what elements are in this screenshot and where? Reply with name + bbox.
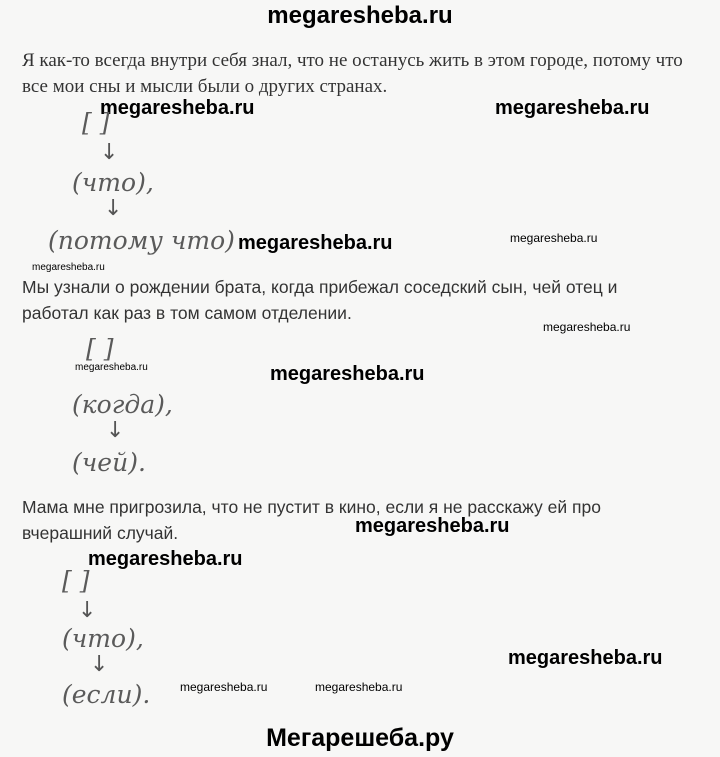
scheme-3-clause-1: (что), [62, 624, 144, 653]
sentence-1: Я как-то всегда внутри себя знал, что не останусь жить в этом городе, потому что все мои сны и мысли были о других странах. [22, 50, 683, 97]
watermark-3: megaresheba.ru [238, 232, 393, 254]
site-watermark-header: megaresheba.ru [267, 2, 453, 29]
watermark-1: megaresheba.ru [100, 97, 255, 119]
scheme-1-clause-2: (потому что) [48, 226, 235, 255]
arrow-down-icon: ↓ [100, 140, 119, 165]
arrow-down-icon: ↓ [78, 598, 97, 623]
watermark-7: megaresheba.ru [75, 362, 148, 373]
watermark-8: megaresheba.ru [270, 363, 425, 385]
arrow-down-icon: ↓ [106, 418, 125, 443]
watermark-6: megaresheba.ru [543, 320, 631, 334]
watermark-12: megaresheba.ru [180, 680, 268, 694]
scheme-1-main-clause: [ ] [82, 108, 110, 137]
watermark-4: megaresheba.ru [510, 231, 598, 245]
scheme-2-clause-2: (чей). [72, 448, 146, 477]
arrow-down-icon: ↓ [90, 652, 109, 677]
watermark-11: megaresheba.ru [508, 647, 663, 669]
watermark-2: megaresheba.ru [495, 97, 650, 119]
scheme-1-clause-1: (что), [72, 168, 154, 197]
watermark-10: megaresheba.ru [88, 548, 243, 570]
scheme-2-clause-1: (когда), [72, 390, 173, 419]
sentence-3: Мама мне пригрозила, что не пустит в кино, если я не расскажу ей про вчерашний случай. [22, 497, 601, 543]
watermark-5: megaresheba.ru [32, 262, 105, 273]
scheme-3-main-clause: [ ] [62, 566, 90, 595]
scheme-2-main-clause: [ ] [86, 334, 114, 363]
site-watermark-footer: Мегарешеба.ру [266, 724, 454, 752]
sentence-2: Мы узнали о рождении брата, когда прибежал соседский сын, чей отец и работал как раз в том самом отделении. [22, 277, 618, 323]
scheme-3-clause-2: (если). [62, 680, 151, 709]
watermark-13: megaresheba.ru [315, 680, 403, 694]
arrow-down-icon: ↓ [104, 196, 123, 221]
watermark-9: megaresheba.ru [355, 515, 510, 537]
